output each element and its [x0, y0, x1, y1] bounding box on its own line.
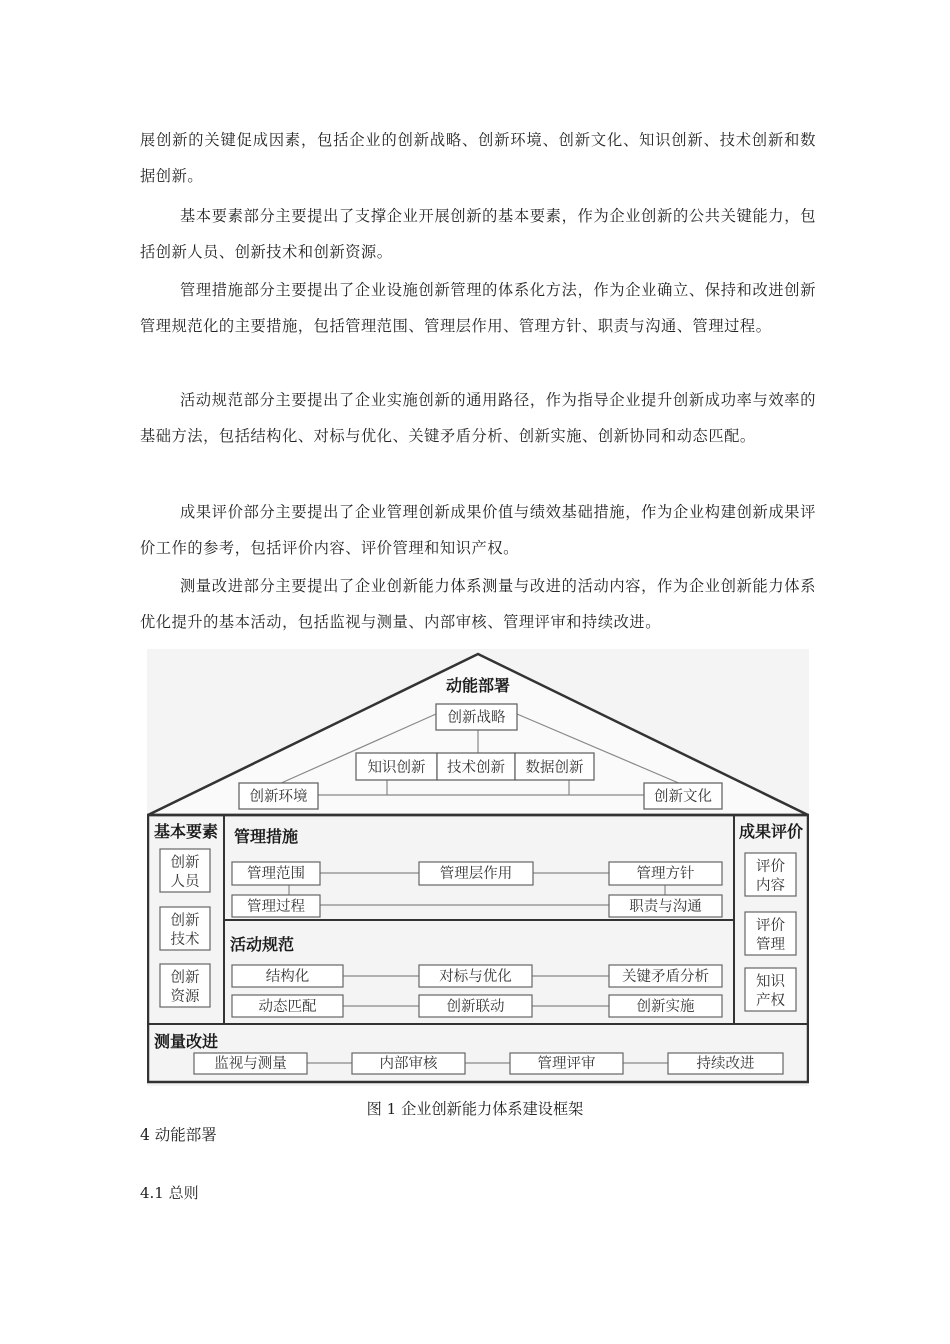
paragraph-continuation: 展创新的关键促成因素，包括企业的创新战略、创新环境、创新文化、知识创新、技术创新和数据创新。 [140, 131, 816, 185]
continuous-improvement-label: 持续改进 [696, 1056, 755, 1072]
eval-content-label-2: 内容 [756, 878, 785, 894]
technology-label-1: 创新 [170, 913, 200, 929]
subsection-heading: 4.1 总则 [140, 1184, 199, 1202]
environment-label: 创新环境 [249, 789, 308, 805]
paragraph-measurement-improvement: 测量改进部分主要提出了企业创新能力体系测量与改进的活动内容，作为企业创新能力体系优化提升的基本活动，包括监视与测量、内部审核、管理评审和持续改进。 [140, 577, 816, 631]
internal-audit-label: 内部审核 [379, 1056, 438, 1072]
act-dynamic-label: 动态匹配 [258, 999, 317, 1015]
act-implement-label: 创新实施 [636, 999, 695, 1015]
measurement-title: 测量改进 [154, 1032, 219, 1051]
resources-label-2: 资源 [170, 989, 200, 1005]
data-innovation-label: 数据创新 [525, 760, 584, 776]
strategy-label: 创新战略 [447, 710, 506, 726]
eval-content-label-1: 评价 [756, 859, 785, 875]
mgmt-review-label: 管理评审 [537, 1056, 596, 1072]
ip-label-2: 产权 [756, 993, 785, 1009]
framework-figure [147, 649, 809, 1086]
act-structure-label: 结构化 [265, 969, 310, 985]
monitor-label: 监视与测量 [214, 1056, 287, 1072]
technology-label-2: 技术 [170, 932, 200, 948]
mgmt-responsibility-label: 职责与沟通 [629, 899, 702, 915]
culture-label: 创新文化 [654, 789, 712, 805]
mgmt-policy-label: 管理方针 [636, 866, 695, 882]
figure-caption: 图 1 企业创新能力体系建设框架 [366, 1100, 584, 1118]
paragraph-management-measures: 管理措施部分主要提出了企业设施创新管理的体系化方法，作为企业确立、保持和改进创新管理规范化的主要措施，包括管理范围、管理层作用、管理方针、职责与沟通、管理过程。 [140, 281, 816, 335]
people-label-1: 创新 [170, 855, 200, 871]
paragraph-result-evaluation: 成果评价部分主要提出了企业管理创新成果价值与绩效基础措施，作为企业构建创新成果评价工作的参考，包括评价内容、评价管理和知识产权。 [140, 503, 816, 557]
eval-management-label-2: 管理 [756, 937, 785, 953]
basic-elements-title: 基本要素 [153, 822, 219, 841]
act-contradiction-label: 关键矛盾分析 [622, 969, 709, 985]
act-benchmark-label: 对标与优化 [439, 969, 512, 985]
paragraph-basic-elements: 基本要素部分主要提出了支撑企业开展创新的基本要素，作为企业创新的公共关键能力，包括创新人员、创新技术和创新资源。 [140, 207, 816, 261]
eval-management-label-1: 评价 [756, 918, 785, 934]
people-label-2: 人员 [170, 874, 200, 890]
section-heading: 4 动能部署 [140, 1126, 217, 1144]
mgmt-process-label: 管理过程 [247, 899, 305, 915]
knowledge-innovation-label: 知识创新 [367, 760, 426, 776]
management-title: 管理措施 [234, 827, 299, 846]
act-linkage-label: 创新联动 [446, 999, 505, 1015]
tech-innovation-label: 技术创新 [447, 760, 505, 776]
mgmt-leadership-label: 管理层作用 [439, 866, 513, 882]
paragraph-activity-norms: 活动规范部分主要提出了企业实施创新的通用路径，作为指导企业提升创新成功率与效率的基础方法，包括结构化、对标与优化、关键矛盾分析、创新实施、创新协同和动态匹配。 [140, 391, 816, 445]
ip-label-1: 知识 [756, 974, 785, 990]
mgmt-scope-label: 管理范围 [247, 866, 305, 882]
result-evaluation-title: 成果评价 [738, 822, 804, 841]
activity-title: 活动规范 [230, 935, 295, 954]
roof-title: 动能部署 [445, 676, 511, 695]
resources-label-1: 创新 [170, 970, 200, 986]
